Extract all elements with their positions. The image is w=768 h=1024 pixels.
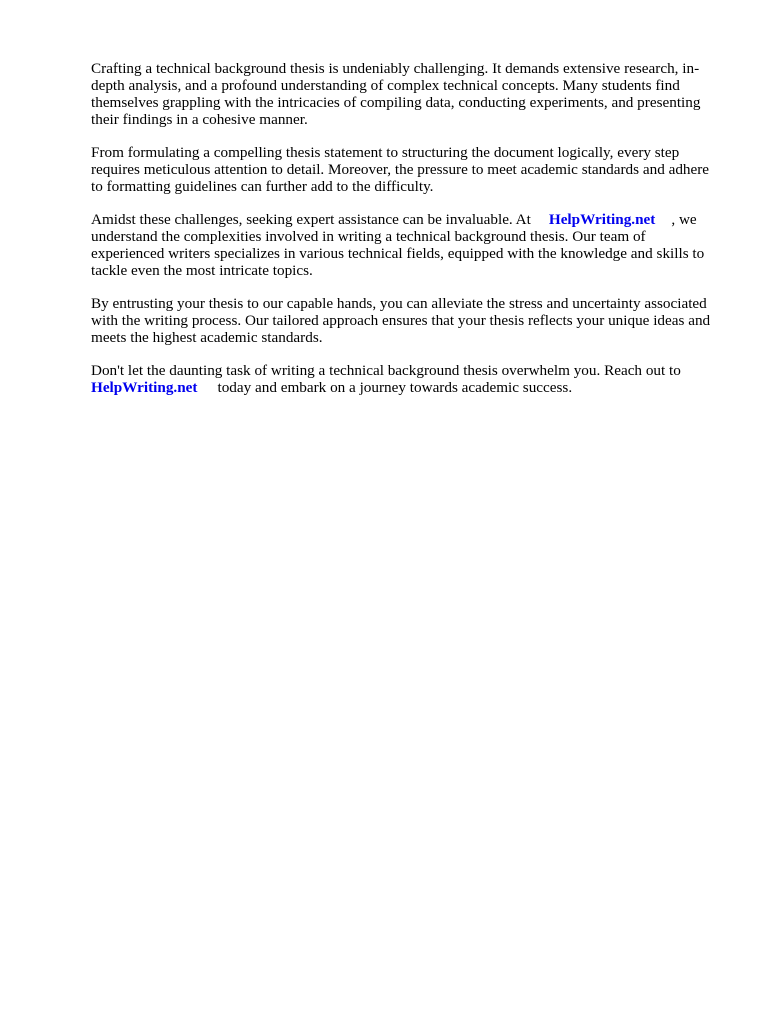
paragraph-4: By entrusting your thesis to our capable hands, you can alleviate the stress and uncertainty associated with the writing process. Our tailored approach ensures that your thesis reflects your unique ideas and meets the highest academic standards. [91,295,711,346]
paragraph-5-text-before: Don't let the daunting task of writing a technical background thesis overwhelm you. Reach out to [91,362,681,379]
paragraph-3-text-after: , we understand the complexities involved in writing a technical background thesis. Our team of experienced writers specializes in various technical fields, equipped with the knowledge and skills to tackle even the most intricate topics. [91,211,705,279]
document-body [91,60,721,412]
paragraph-3-text-before: Amidst these challenges, seeking expert assistance can be invaluable. At [91,211,531,228]
helpwriting-link[interactable]: HelpWriting.net [548,211,656,228]
paragraph-3 [91,211,721,279]
paragraph-2: From formulating a compelling thesis statement to structuring the document logically, every step requires meticulous attention to detail. Moreover, the pressure to meet academic standards and adhere to formatting guidelines can further add to the difficulty. [91,144,710,195]
paragraph-5-text-after: today and embark on a journey towards academic success. [217,379,573,396]
helpwriting-link-2[interactable]: HelpWriting.net [91,379,198,396]
paragraph-1: Crafting a technical background thesis is undeniably challenging. It demands extensive research, in-depth analysis, and a profound understanding of complex technical concepts. Many students find themselves grappling with the intricacies of compiling data, conducting experiments, and presenting their findings in a cohesive manner. [91,60,701,128]
paragraph-5 [91,362,721,396]
